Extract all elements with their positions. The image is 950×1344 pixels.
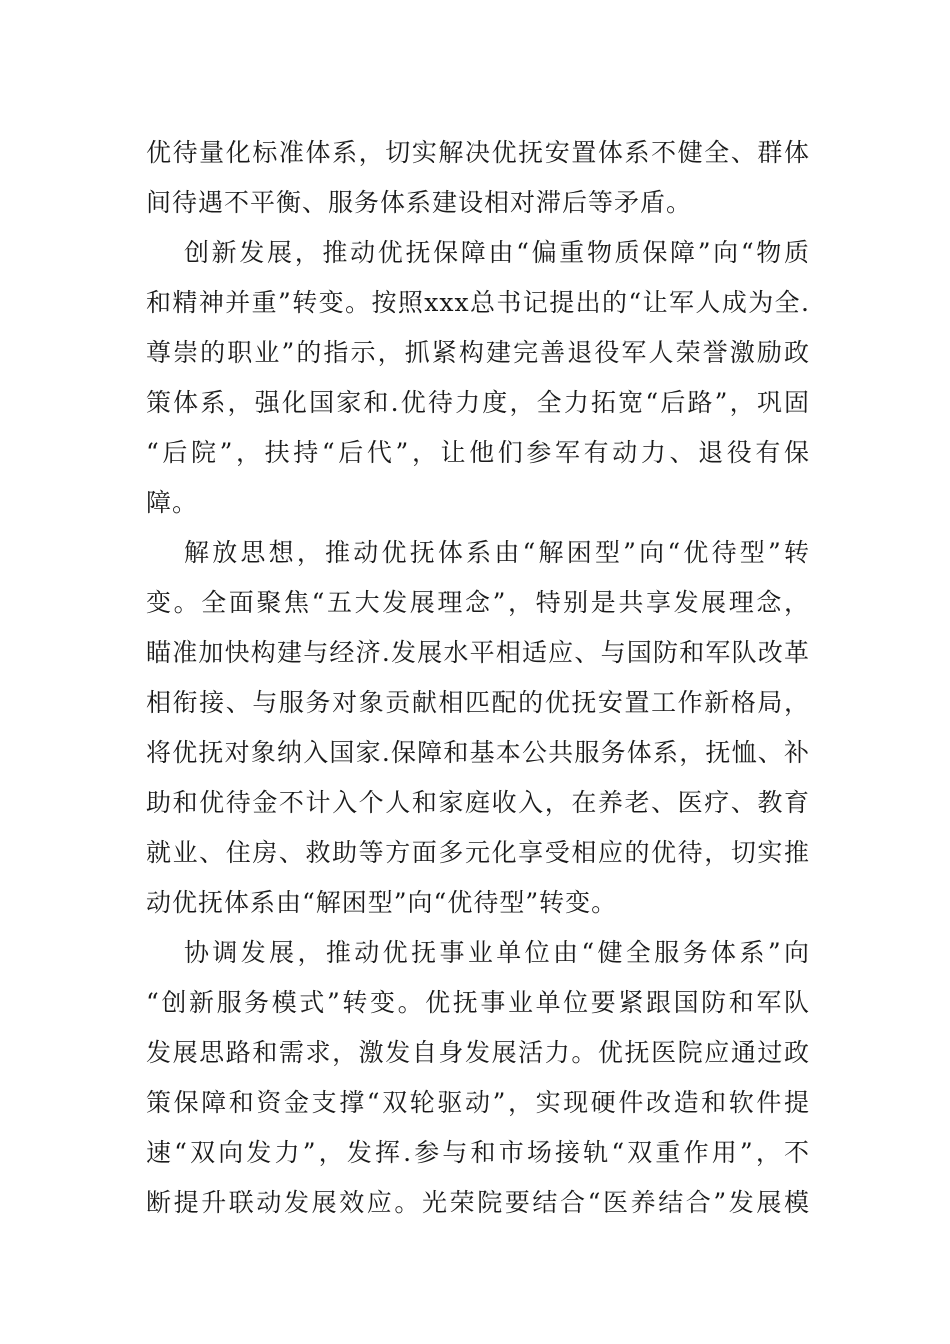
- text-line: 策体系，强化国家和.优待力度，全力拓宽“后路”，巩固: [146, 388, 810, 417]
- text-line: 速“双向发力”，发挥.参与和市场接轨“双重作用”，不: [146, 1138, 810, 1167]
- text-line: “创新服务模式”转变。优抚事业单位要紧跟国防和军队: [146, 988, 810, 1017]
- text-line: 相衔接、与服务对象贡献相匹配的优抚安置工作新格局，: [146, 688, 810, 717]
- text-line: 动优抚体系由“解困型”向“优待型”转变。: [146, 888, 618, 917]
- text-line: 策保障和资金支撑“双轮驱动”，实现硬件改造和软件提: [146, 1088, 810, 1117]
- text-line: 和精神并重”转变。按照xxx总书记提出的“让军人成为全.: [146, 288, 810, 317]
- paragraph-start-line: 解放思想，推动优抚体系由“解困型”向“优待型”转: [184, 538, 810, 567]
- text-line: 间待遇不平衡、服务体系建设相对滞后等矛盾。: [146, 188, 693, 217]
- paragraph-start-line: 协调发展，推动优抚事业单位由“健全服务体系”向: [184, 938, 810, 967]
- text-line: 尊崇的职业”的指示，抓紧构建完善退役军人荣誉激励政: [146, 338, 810, 367]
- text-line: 优待量化标准体系，切实解决优抚安置体系不健全、群体: [146, 138, 810, 167]
- text-line: 将优抚对象纳入国家.保障和基本公共服务体系，抚恤、补: [146, 738, 810, 767]
- text-line: 助和优待金不计入个人和家庭收入，在养老、医疗、教育: [146, 788, 810, 817]
- text-line: 瞄准加快构建与经济.发展水平相适应、与国防和军队改革: [146, 638, 810, 667]
- text-line: 就业、住房、救助等方面多元化享受相应的优待，切实推: [146, 838, 810, 867]
- body-text: [146, 128, 810, 1228]
- text-line: “后院”，扶持“后代”，让他们参军有动力、退役有保: [146, 438, 810, 467]
- text-line: 断提升联动发展效应。光荣院要结合“医养结合”发展模: [146, 1188, 810, 1217]
- text-line: 发展思路和需求，激发自身发展活力。优抚医院应通过政: [146, 1038, 810, 1067]
- paragraph-start-line: 创新发展，推动优抚保障由“偏重物质保障”向“物质: [184, 238, 810, 267]
- text-line: 变。全面聚焦“五大发展理念”，特别是共享发展理念，: [146, 588, 810, 617]
- text-line: 障。: [146, 488, 199, 517]
